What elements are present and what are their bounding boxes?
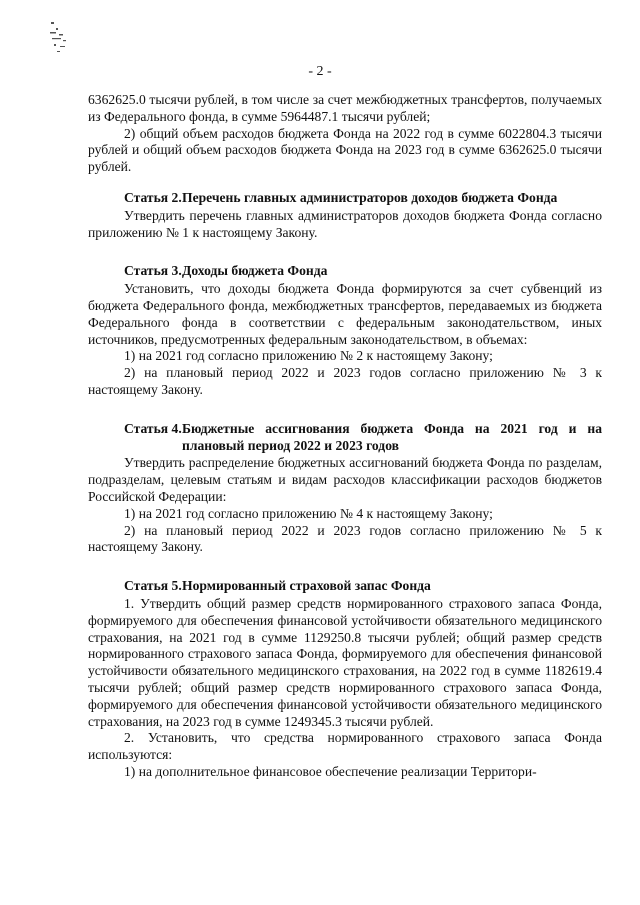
article-4-heading [88,421,602,455]
article-number: Статья 4. [124,420,182,436]
intro-paragraph: 2) общий объем расходов бюджета Фонда на 2022 год в сумме 6022804.3 тысячи рублей и общий объем расходов бюджета Фонда на 2023 год в сумме 6362625.0 тысячи рублей. [88,125,602,175]
article-number: Статья 3. [124,263,182,279]
article-paragraph: 1) на дополнительное финансовое обеспечение реализации Территори- [124,763,537,779]
scan-mark [48,18,74,58]
article-3-heading [88,263,602,280]
article-title: Доходы бюджета Фонда [182,263,328,279]
page-number: - 2 - [308,64,332,79]
article-paragraph: 1) на 2021 год согласно приложению № 4 к настоящему Закону; [124,505,493,521]
article-paragraph: 2. Установить, что средства нормированного страхового запаса Фонда используются: [88,730,602,763]
article-title: Бюджетные ассигнования бюджета Фонда на 2021 год и на плановый период 2022 и 2023 годов [182,420,602,453]
article-paragraph: 1) на 2021 год согласно приложению № 2 к настоящему Закону; [124,348,493,364]
article-2-heading [88,190,602,207]
article-paragraph: 2) на плановый период 2022 и 2023 годов согласно приложению № 5 к настоящему Закону. [88,522,602,555]
document-body [88,92,602,781]
article-paragraph: Установить, что доходы бюджета Фонда формируются за счет субвенций из бюджета Федерального фонда, межбюджетных трансфертов, передаваемых из бюджета Федерального фонда в соответствии с федеральным законодательством, иных источников, предусмотренных федеральным законодательством, в объемах: [88,281,602,347]
article-title: Перечень главных администраторов доходов бюджета Фонда [182,189,558,205]
article-paragraph: 1. Утвердить общий размер средств нормированного страхового запаса Фонда, формируемого для обеспечения финансовой устойчивости обязательного медицинского страхования, на 2021 год в сумме 1129250.8 тысячи рублей; общий размер средств нормированного страхового запаса Фонда, формируемого для обеспечения финансовой устойчивости обязательного медицинского страхования, на 2022 год в сумме 1182619.4 тысячи рублей; общий размер средств нормированного страхового запаса Фонда, формируемого для обеспечения финансовой устойчивости обязательного медицинского страхования, на 2023 год в сумме 1249345.3 тысячи рублей. [88,595,602,729]
article-5-heading [88,578,602,595]
article-paragraph: 2) на плановый период 2022 и 2023 годов согласно приложению № 3 к настоящему Закону. [88,365,602,397]
article-number: Статья 2. [124,189,182,205]
article-paragraph: Утвердить перечень главных администраторов доходов бюджета Фонда согласно приложению № 1 к настоящему Закону. [88,207,602,240]
article-number: Статья 5. [124,578,182,594]
intro-paragraph: 6362625.0 тысячи рублей, в том числе за счет межбюджетных трансфертов, получаемых из Федерального фонда, в сумме 5964487.1 тысячи рублей; [88,92,602,124]
article-paragraph: Утвердить распределение бюджетных ассигнований бюджета Фонда по разделам, подразделам, целевым статьям и видам расходов классификации расходов бюджетов Российской Федерации: [88,455,602,504]
article-title: Нормированный страховой запас Фонда [182,578,431,594]
